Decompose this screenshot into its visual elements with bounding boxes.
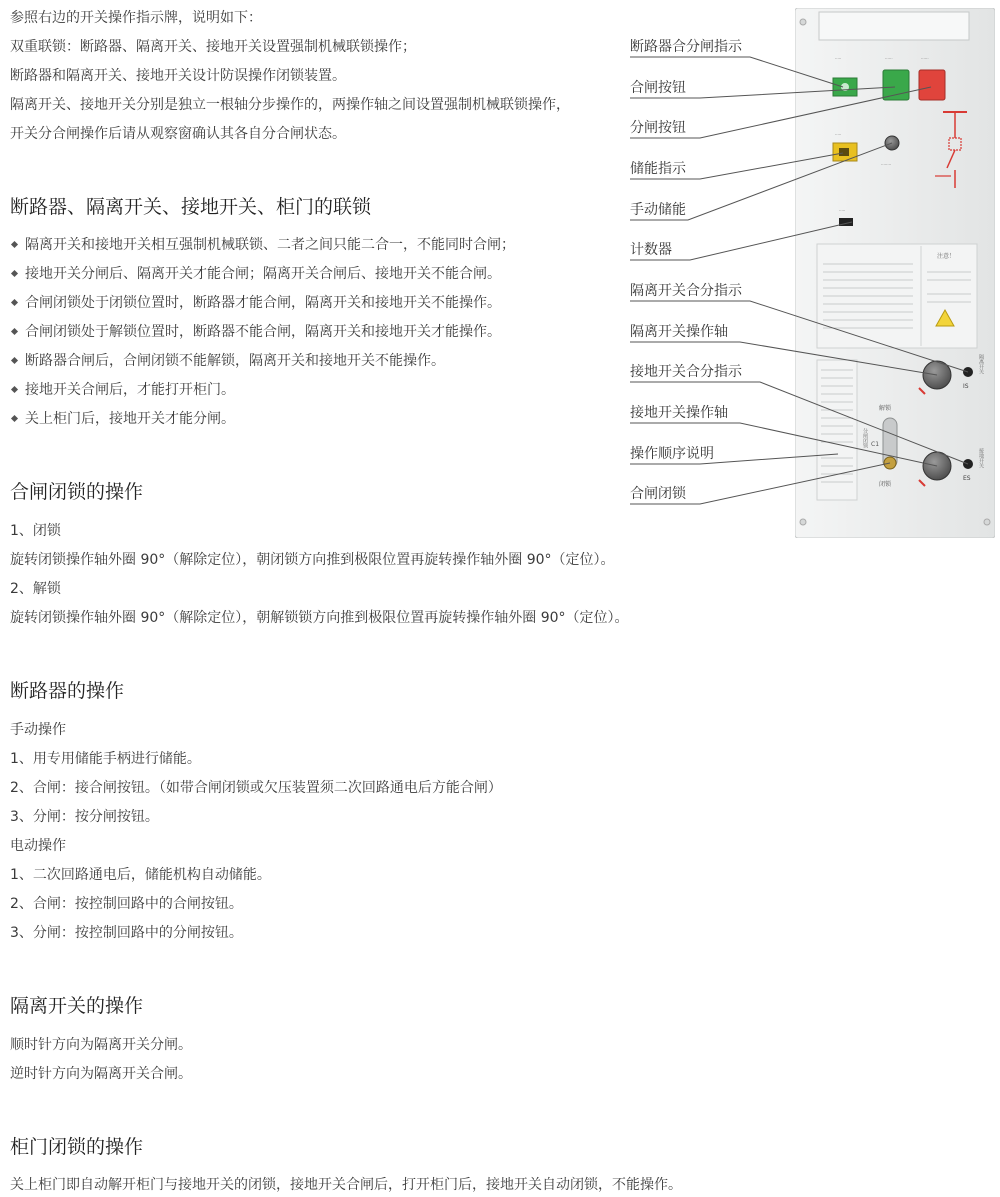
isolator-panel-label: 隔离开关 <box>978 354 984 374</box>
lock-vertical-label: 分闸闭锁 <box>862 428 868 448</box>
earth-code: ES <box>963 475 971 482</box>
unlock-label: 解锁 <box>879 405 892 412</box>
breaker-line: 手动操作 <box>10 722 66 738</box>
callout-counter: 计数器 <box>630 242 672 258</box>
bullet-icon <box>11 414 18 421</box>
svg-text:·····: ····· <box>839 208 846 213</box>
isolator-code: IS <box>963 383 969 390</box>
callout-sequence-notes: 操作顺序说明 <box>630 446 714 462</box>
callout-close-button: 合闸按钮 <box>630 80 686 96</box>
closing-lock-title: 合闸闭锁的操作 <box>10 481 144 503</box>
callout-earth-indicator: 接地开关合分指示 <box>630 364 742 380</box>
breaker-line: 1、二次回路通电后，储能机构自动储能。 <box>10 867 271 883</box>
open-button-icon <box>919 70 945 100</box>
lock-code: C1 <box>871 441 880 448</box>
sequence-notes-plate <box>817 360 857 500</box>
close-button-icon <box>883 70 909 100</box>
intro-line-2: 双重联锁：断路器、隔离开关、接地开关设置强制机械联锁操作； <box>10 39 416 55</box>
list-item: 隔离开关和接地开关相互强制机械联锁、二者之间只能二合一，不能同时合闸； <box>10 235 515 255</box>
bullet-icon <box>11 298 18 305</box>
closing-lock-handle-icon <box>884 457 896 469</box>
door-title: 柜门闭锁的操作 <box>10 1136 144 1158</box>
breaker-title: 断路器的操作 <box>10 680 125 702</box>
closing-lock-line: 旋转闭锁操作轴外圈 90°（解除定位），朝闭锁方向推到极限位置再旋转操作轴外圈 90°（定位）。 <box>10 552 615 568</box>
panel-window <box>819 12 969 40</box>
isolator-shaft-icon <box>923 361 951 389</box>
switch-panel-illustration <box>795 8 995 538</box>
breaker-line: 3、分闸：按分闸按钮。 <box>10 809 159 825</box>
lock-label: 闭锁 <box>879 481 892 488</box>
earth-indicator-icon <box>963 459 973 469</box>
breaker-line: 3、分闸：按控制回路中的分闸按钮。 <box>10 925 243 941</box>
closing-lock-line: 旋转闭锁操作轴外圈 90°（解除定位），朝解锁锁方向推到极限位置再旋转操作轴外圈 90°（定位）。 <box>10 610 629 626</box>
svg-text:·····: ····· <box>835 132 842 137</box>
callout-charge-indicator: 储能指示 <box>630 161 686 177</box>
intro-line-3: 断路器和隔离开关、接地开关设计防误操作闭锁装置。 <box>10 68 346 84</box>
bullet-icon <box>11 385 18 392</box>
door-line: 关上柜门即自动解开柜门与接地开关的闭锁，接地开关合闸后，打开柜门后，接地开关自动闭锁，不能操作。 <box>10 1177 682 1193</box>
callout-closing-lock: 合闸闭锁 <box>630 486 686 502</box>
callout-earth-shaft: 接地开关操作轴 <box>630 405 728 421</box>
bullet-icon <box>11 269 18 276</box>
list-item: 断路器合闸后，合闸闭锁不能解锁，隔离开关和接地开关不能操作。 <box>10 351 445 371</box>
callout-manual-charge: 手动储能 <box>630 202 686 218</box>
callout-isolator-indicator: 隔离开关合分指示 <box>630 283 742 299</box>
list-item: 关上柜门后，接地开关才能分闸。 <box>10 409 235 429</box>
breaker-line: 2、合闸：按控制回路中的合闸按钮。 <box>10 896 243 912</box>
manual-charge-icon <box>885 136 899 150</box>
list-item: 接地开关合闸后，才能打开柜门。 <box>10 380 235 400</box>
isolator-line: 顺时针方向为隔离开关分闸。 <box>10 1037 192 1053</box>
breaker-line: 1、用专用储能手柄进行储能。 <box>10 751 201 767</box>
callout-isolator-shaft: 隔离开关操作轴 <box>630 324 728 340</box>
closing-lock-line: 2、解锁 <box>10 581 61 597</box>
notice-title: 注意！ <box>937 253 956 260</box>
isolator-line: 逆时针方向为隔离开关合闸。 <box>10 1066 192 1082</box>
breaker-line: 2、合闸：接合闸按钮。（如带合闸闭锁或欠压装置须二次回路通电后方能合闸） <box>10 780 502 796</box>
bullet-icon <box>11 327 18 334</box>
intro-line-1: 参照右边的开关操作指示牌，说明如下： <box>10 10 262 26</box>
intro-line-4: 隔离开关、接地开关分别是独立一根轴分步操作的，两操作轴之间设置强制机械联锁操作， <box>10 97 570 113</box>
isolator-indicator-icon <box>963 367 973 377</box>
counter-icon <box>839 218 853 226</box>
svg-text:······: ······ <box>885 56 893 61</box>
list-item: 合闸闭锁处于解锁位置时，断路器不能合闸，隔离开关和接地开关才能操作。 <box>10 322 501 342</box>
svg-text:········: ········ <box>881 162 892 167</box>
callout-breaker-indicator: 断路器合分闸指示 <box>630 39 742 55</box>
intro-line-5: 开关分合闸操作后请从观察窗确认其各自分合闸状态。 <box>10 126 346 142</box>
closing-lock-line: 1、闭锁 <box>10 523 61 539</box>
svg-text:·····: ····· <box>835 56 842 61</box>
callout-open-button: 分闸按钮 <box>630 120 686 136</box>
list-item: 合闸闭锁处于闭锁位置时，断路器才能合闸，隔离开关和接地开关不能操作。 <box>10 293 501 313</box>
interlock-title: 断路器、隔离开关、接地开关、柜门的联锁 <box>10 196 372 218</box>
breaker-line: 电动操作 <box>10 838 66 854</box>
list-item: 接地开关分闸后、隔离开关才能合闸；隔离开关合闸后、接地开关不能合闸。 <box>10 264 501 284</box>
bullet-icon <box>11 240 18 247</box>
earth-panel-label: 接地开关 <box>978 448 984 468</box>
svg-text:······: ······ <box>921 56 929 61</box>
isolator-title: 隔离开关的操作 <box>10 995 144 1017</box>
earth-shaft-icon <box>923 452 951 480</box>
bullet-icon <box>11 356 18 363</box>
